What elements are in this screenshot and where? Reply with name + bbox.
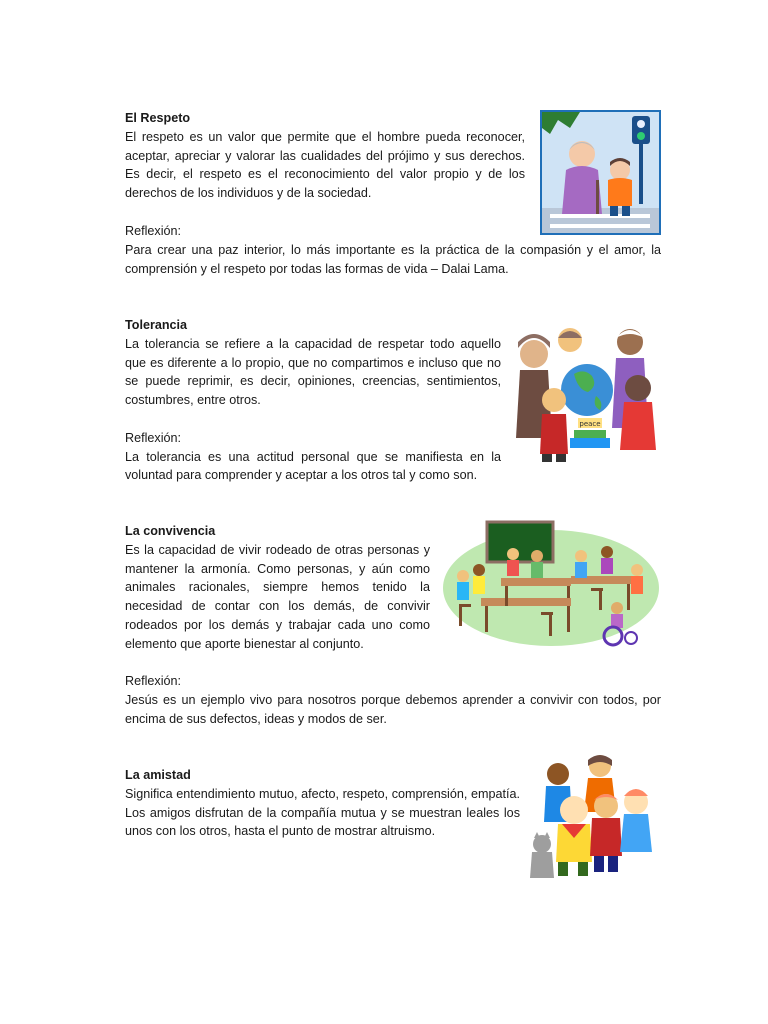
illustration-respeto [540,110,661,235]
illustration-amistad [528,752,662,886]
reflection-text: Para crear una paz interior, lo más importante es la práctica de la compasión y el amor, la comprensión y el respeto por todas las formas de vida – Dalai Lama. [125,242,661,276]
reflection-text: La tolerancia es una actitud personal que se manifiesta en la voluntad para comprender y aceptar a los otros tal y como son. [125,449,501,483]
section-heading: La convivencia [125,524,216,538]
section-amistad [125,766,520,841]
illustration-tolerancia [512,318,661,464]
section-convivencia [125,522,430,654]
section-body: El respeto es un valor que permite que el hombre pueda reconocer, aceptar, apreciar y valorar las cualidades del prójimo y sus derechos. Es decir, el respeto es el reconocimiento del valor propio y de los derechos de los individuos y de la sociedad. [125,129,525,201]
reflection-label: Reflexión: [125,430,182,445]
elder-child-crossing-illustration [540,110,661,235]
section-heading: La amistad [125,768,191,782]
section-respeto [125,109,525,203]
globe-label: peace [579,420,601,428]
section-body: La tolerancia se refiere a la capacidad de respetar todo aquello que es diferente a lo propio, que no compartimos e incluso que no se puede reprimir, es decir, opiniones, creencias, sentimientos, costumbres, entre otros. [125,336,501,408]
section-heading: El Respeto [125,111,191,125]
children-around-globe-illustration [512,318,661,464]
section-body: Significa entendimiento mutuo, afecto, respeto, comprensión, empatía. Los amigos disfrutan de la compañía mutua y se muestran leales los unos con los otros, hasta el punto de mostrar altruismo. [125,786,520,839]
reflection-text: Jesús es un ejemplo vivo para nosotros porque debemos aprender a convivir con todos, por encima de sus defectos, ideas y modos de ser. [125,692,661,726]
group-of-friends-illustration [528,752,662,886]
section-tolerancia [125,316,501,485]
reflection-convivencia [125,672,661,728]
section-heading: Tolerancia [125,318,188,332]
classroom-illustration [441,516,661,650]
illustration-convivencia [441,516,661,650]
reflection-label: Reflexión: [125,674,182,688]
reflection-label: Reflexión: [125,224,182,238]
section-body: Es la capacidad de vivir rodeado de otras personas y mantener la armonía. Como personas, y aún como animales racionales, siempre hemos tenido la necesidad de contar con los demás, de convivir rodeados por los demás y trabajar cada uno como elemento que aporte bienestar al conjunto. [125,542,430,651]
